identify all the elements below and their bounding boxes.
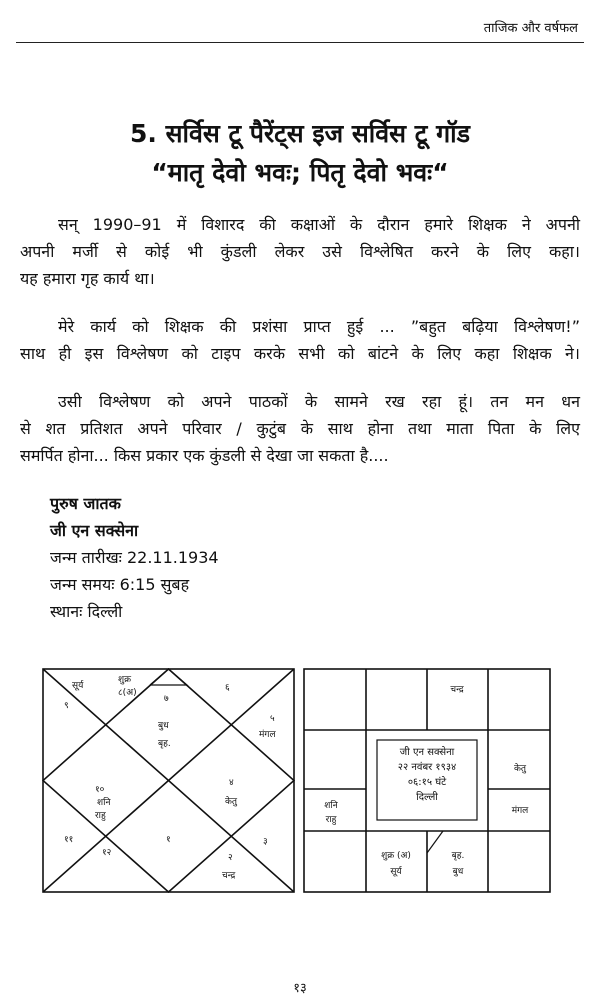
birth-place: स्थानः दिल्ली [50,602,123,621]
chart-native-date: २२ नवंबर १९३४ [397,762,457,773]
page-number: १३ [293,981,307,996]
shukra-label: शुक्र (अ) [381,851,411,861]
house-1-number: १ [166,835,171,845]
paragraph-2 [20,313,580,367]
budh-label: बुध [158,721,169,731]
house-10-number: १० [95,785,105,795]
chart-native-time: ०६:१५ घंटे [407,777,447,788]
birth-date: जन्म तारीखः 22.11.1934 [50,548,219,567]
ketu-label: केतु [225,797,238,807]
shani-label: शनि [324,801,338,811]
chapter-subtitle: “मातृ देवो भवः; पितृ देवो भवः“ [151,158,449,187]
shani-label: शनि [97,798,111,808]
chapter-title: 5. सर्विस टू पैरेंट्स इज सर्विस टू गॉड [129,119,471,148]
native-name: जी एन सक्सेना [50,521,139,540]
paragraph-1 [20,211,580,292]
surya-label: सूर्य [390,867,402,877]
paragraph-line: समर्पित होना... किस प्रकार एक कुंडली से देखा जा सकता है.... [20,446,389,465]
paragraph-line: से शत प्रतिशत अपने परिवार / कुटुंब के साथ होना तथा माता पिता के लिए [20,419,580,438]
house-11-number: ११ [64,835,74,845]
house-3-number: ३ [263,837,268,847]
house-12-number: १२ [102,848,112,858]
brih-label: बृह. [451,851,465,861]
budh-label: बुध [452,867,464,877]
house-5-number: ५ [270,714,275,724]
rahu-label: राहु [325,815,337,825]
paragraph-line: अपनी मर्जी से कोई भी कुंडली लेकर उसे विश्लेषित करने के लिए कहा। [20,242,580,261]
native-details [50,490,219,625]
paragraph-line: उसी विश्लेषण को अपने पाठकों के सामने रख रहा हूं। तन मन धन [58,392,580,411]
mangal-label: मंगल [511,806,529,816]
north-indian-chart [42,668,295,893]
paragraph-line: मेरे कार्य को शिक्षक की प्रशंसा प्राप्त हुई ... ”बहुत बढ़िया विश्लेषण!” [58,317,580,336]
paragraph-line: साथ ही इस विश्लेषण को टाइप करके सभी को बांटने के लिए कहा शिक्षक ने। [20,344,580,363]
house-7-number: ७ [164,694,169,704]
chart-native-place: दिल्ली [416,792,438,803]
chandra-label: चन्द्र [450,685,464,695]
paragraph-line: सन् 1990–91 में विशारद की कक्षाओं के दौरान हमारे शिक्षक ने अपनी [58,215,580,234]
brih-label: बृह. [158,739,171,749]
rahu-label: राहु [95,811,106,821]
shukra-label: शुक्र [118,675,132,685]
house-6-number: ६ [225,683,230,693]
house-4-number: ४ [229,778,234,788]
chandra-label: चन्द्र [222,871,236,881]
header-rule [16,42,584,43]
ketu-label: केतु [513,764,527,774]
house-2-number: २ [228,853,233,863]
house-9-number: ९ [64,701,69,711]
paragraph-line: यह हमारा गृह कार्य था। [20,269,155,288]
surya-label: सूर्य [72,681,84,691]
running-head: ताजिक और वर्षफल [483,21,578,36]
house-8-number: ८(अ) [118,688,137,698]
chart-native-name: जी एन सक्सेना [399,747,455,758]
mangal-label: मंगल [259,730,276,740]
south-indian-chart [303,668,551,893]
native-type: पुरुष जातक [50,494,121,513]
birth-time: जन्म समयः 6:15 सुबह [50,575,190,594]
paragraph-3 [20,388,580,469]
